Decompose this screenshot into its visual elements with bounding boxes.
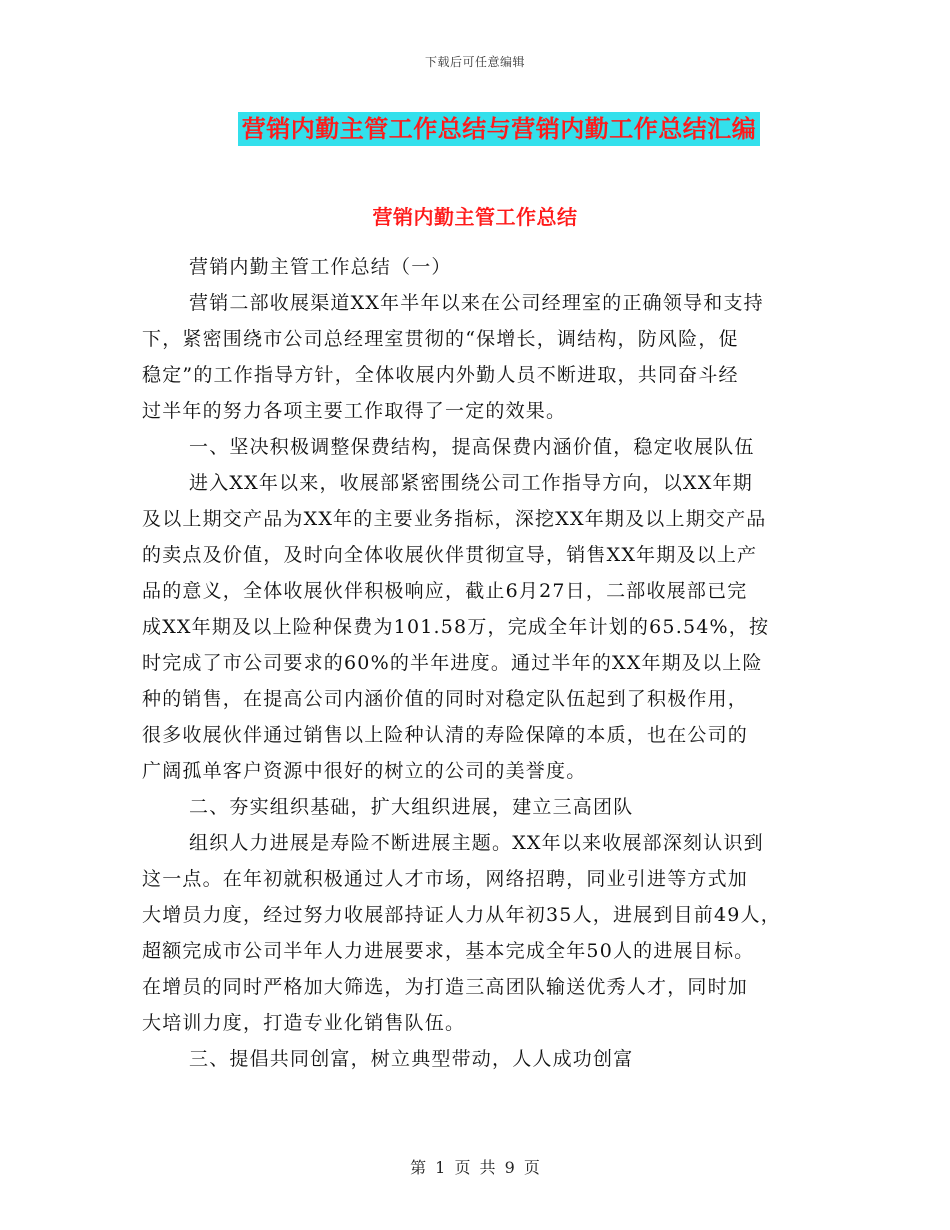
body-line: 在增员的同时严格加大筛选，为打造三高团队输送优秀人才，同时加 (142, 976, 749, 998)
body-line: 及以上期交产品为XX年的主要业务指标，深挖XX年期及以上期交产品 (142, 508, 767, 530)
document-title: 营销内勤主管工作总结与营销内勤工作总结汇编 (238, 112, 761, 146)
body-line: 的卖点及价值，及时向全体收展伙伴贯彻宣导，销售XX年期及以上产 (142, 544, 758, 566)
body-line: 品的意义，全体收展伙伴积极响应，截止6月27日，二部收展部已完 (142, 580, 748, 602)
body-line: 下，紧密围绕市公司总经理室贯彻的“保增长，调结构，防风险，促 (142, 328, 739, 350)
body-line: 时完成了市公司要求的60%的半年进度。通过半年的XX年期及以上险 (142, 652, 763, 674)
document-body (142, 249, 822, 1077)
body-line: 大增员力度，经过努力收展部持证人力从年初35人，进展到目前49人， (142, 904, 781, 926)
main-title-container (0, 112, 950, 146)
section-title: 营销内勤主管工作总结 (372, 205, 578, 229)
body-line: 一、坚决积极调整保费结构，提高保费内涵价值，稳定收展队伍 (189, 436, 755, 458)
body-line: 进入XX年以来，收展部紧密围绕公司工作指导方向，以XX年期 (189, 472, 753, 494)
body-line: 营销内勤主管工作总结（一） (189, 256, 452, 278)
page-header-note: 下载后可任意编辑 (424, 55, 525, 69)
body-line: 二、夯实组织基础，扩大组织进展，建立三高团队 (189, 796, 634, 818)
body-line: 这一点。在年初就积极通过人才市场，网络招聘，同业引进等方式加 (142, 868, 749, 890)
body-line: 稳定”的工作指导方针，全体收展内外勤人员不断进取，共同奋斗经 (142, 364, 739, 386)
body-line: 营销二部收展渠道XX年半年以来在公司经理室的正确领导和支持 (189, 292, 764, 314)
page-number: 第 1 页 共 9 页 (410, 1158, 540, 1177)
body-line: 种的销售，在提高公司内涵价值的同时对稳定队伍起到了积极作用， (142, 688, 749, 710)
body-line: 过半年的努力各项主要工作取得了一定的效果。 (142, 400, 567, 422)
body-line: 成XX年期及以上险种保费为101.58万，完成全年计划的65.54%，按 (142, 616, 770, 638)
body-line: 超额完成市公司半年人力进展要求，基本完成全年50人的进展目标。 (142, 940, 755, 962)
body-line: 广阔孤单客户资源中很好的树立的公司的美誉度。 (142, 760, 587, 782)
body-line: 组织人力进展是寿险不断进展主题。XX年以来收展部深刻认识到 (189, 832, 764, 854)
body-line: 很多收展伙伴通过销售以上险种认清的寿险保障的本质，也在公司的 (142, 724, 749, 746)
body-line: 大培训力度，打造专业化销售队伍。 (142, 1012, 466, 1034)
body-line: 三、提倡共同创富，树立典型带动，人人成功创富 (189, 1048, 634, 1070)
